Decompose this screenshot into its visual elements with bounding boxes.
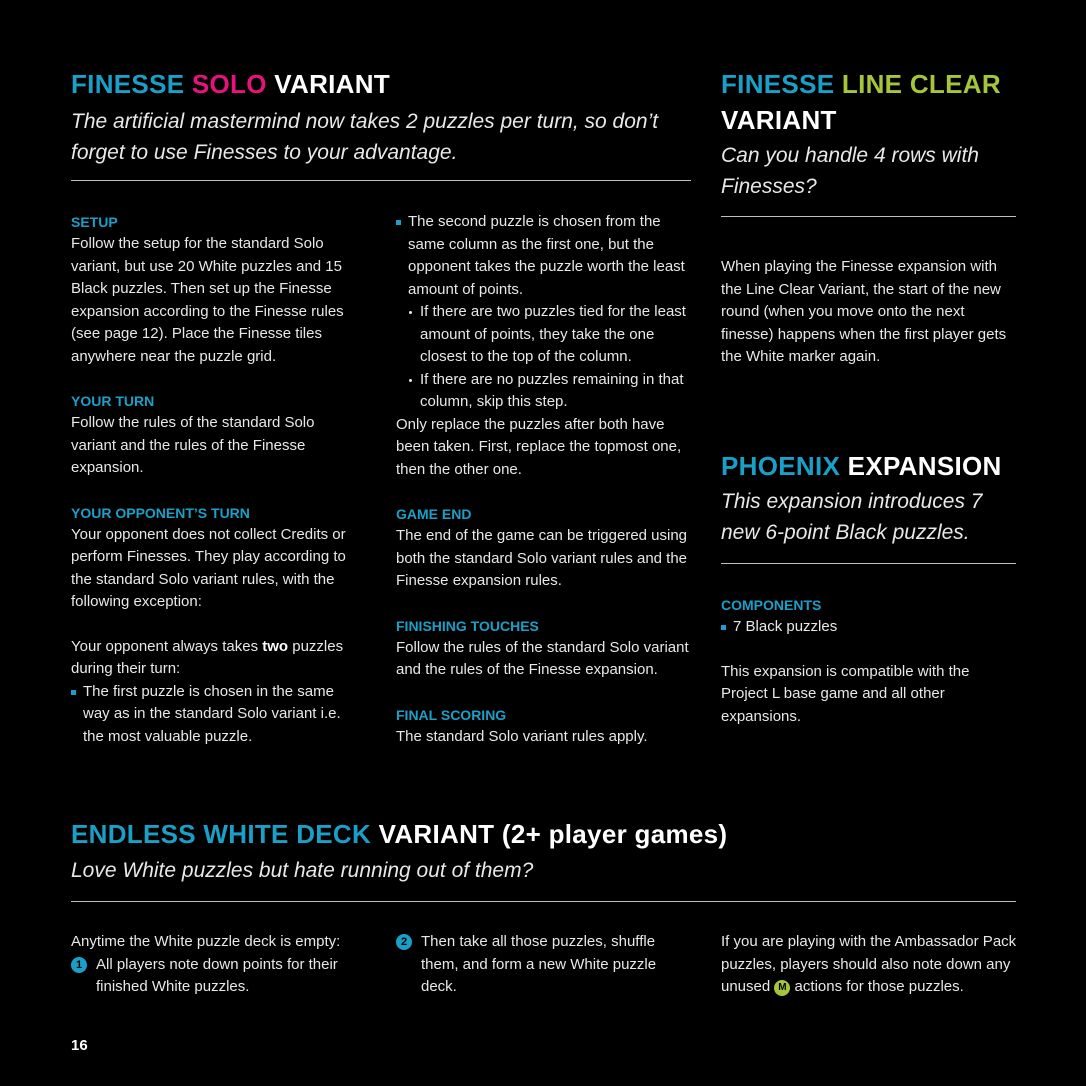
line-clear-section bbox=[721, 66, 1016, 202]
opponent-turn-text: Your opponent does not collect Credits or perform Finesses. They play according to the standard Solo variant rules, with the following exception: bbox=[71, 525, 346, 610]
opponent-takes-text: Your opponent always takes two puzzles during their turn: bbox=[71, 637, 344, 677]
endless-intro: Anytime the White puzzle deck is empty: bbox=[71, 933, 341, 950]
endless-column-middle bbox=[396, 931, 691, 999]
phoenix-text: This expansion is compatible with the Project L base game and all other expansions. bbox=[721, 662, 970, 725]
solo-column-right bbox=[396, 211, 692, 748]
opponent-bullet-first: The first puzzle is chosen in the same way as in the standard Solo variant i.e. the most valuable puzzle. bbox=[71, 681, 363, 749]
ambassador-text: If you are playing with the Ambassador Pack puzzles, players should also note down any unused M actions for those puzzles. bbox=[721, 933, 1017, 995]
solo-lead: The artificial mastermind now takes 2 puzzles per turn, so don’t forget to use Finesses to your advantage. bbox=[71, 110, 659, 164]
solo-divider bbox=[71, 180, 691, 181]
opponent-replace-text: Only replace the puzzles after both have been taken. First, replace the topmost one, then the other one. bbox=[396, 415, 682, 478]
opponent-turn-heading: YOUR OPPONENT’S TURN bbox=[71, 504, 250, 521]
endless-divider bbox=[71, 901, 1016, 902]
finishing-touches-heading: FINISHING TOUCHES bbox=[396, 617, 539, 634]
line-clear-title-finesse: FINESSE bbox=[721, 69, 835, 99]
final-scoring-text: The standard Solo variant rules apply. bbox=[396, 727, 648, 745]
opponent-takes-bold: two bbox=[262, 637, 289, 655]
phoenix-title-expansion: EXPANSION bbox=[847, 451, 1002, 481]
endless-title-colored: ENDLESS WHITE DECK bbox=[71, 819, 372, 849]
phoenix-section bbox=[721, 448, 1016, 548]
game-end-heading: GAME END bbox=[396, 506, 472, 522]
opponent-bullet-second: The second puzzle is chosen from the same column as the first one, but the opponent takes the puzzle worth the least amount of points. bbox=[396, 211, 692, 301]
component-black-puzzles: 7 Black puzzles bbox=[721, 616, 1016, 639]
opponent-subbullet-tied: If there are two puzzles tied for the least amount of points, they take the one closest to the top of the column. bbox=[408, 301, 692, 369]
setup-heading: SETUP bbox=[71, 214, 118, 230]
game-end-text: The end of the game can be triggered using both the standard Solo variant rules and the Finesse expansion rules. bbox=[396, 527, 688, 589]
phoenix-body bbox=[721, 594, 1016, 728]
your-turn-text: Follow the rules of the standard Solo variant and the rules of the Finesse expansion. bbox=[71, 414, 315, 476]
solo-section bbox=[71, 66, 691, 168]
setup-text: Follow the setup for the standard Solo variant, but use 20 White puzzles and 15 Black puzzles. Then set up the Finesse expansion according to the Finesse rules (see page 12). Place the Finesse tiles anywhere near the puzzle grid. bbox=[71, 235, 344, 365]
endless-step-2: 2 Then take all those puzzles, shuffle them, and form a new White puzzle deck. bbox=[396, 931, 691, 999]
step-2-number: 2 bbox=[396, 934, 412, 950]
solo-title bbox=[71, 66, 691, 102]
endless-column-left bbox=[71, 931, 363, 999]
endless-title bbox=[71, 816, 1016, 852]
page-number: 16 bbox=[71, 1037, 88, 1054]
phoenix-lead: This expansion introduces 7 new 6-point Black puzzles. bbox=[721, 490, 983, 544]
line-clear-title-lineclear: LINE CLEAR bbox=[841, 69, 1001, 99]
endless-column-right bbox=[721, 931, 1021, 999]
endless-step-1: 1 All players note down points for their finished White puzzles. bbox=[71, 954, 363, 999]
line-clear-title bbox=[721, 66, 1016, 138]
solo-title-variant: VARIANT bbox=[274, 69, 391, 99]
phoenix-divider bbox=[721, 563, 1016, 564]
endless-title-rest: VARIANT (2+ player games) bbox=[378, 819, 728, 849]
phoenix-title bbox=[721, 448, 1016, 484]
components-heading: COMPONENTS bbox=[721, 597, 822, 613]
finishing-touches-text: Follow the rules of the standard Solo variant and the rules of the Finesse expansion. bbox=[396, 638, 689, 678]
opponent-subbullet-empty: If there are no puzzles remaining in that column, skip this step. bbox=[408, 369, 692, 414]
line-clear-lead: Can you handle 4 rows with Finesses? bbox=[721, 144, 979, 198]
step-1-number: 1 bbox=[71, 957, 87, 973]
line-clear-divider bbox=[721, 216, 1016, 217]
endless-lead: Love White puzzles but hate running out of them? bbox=[71, 859, 534, 882]
solo-column-left bbox=[71, 211, 363, 748]
final-scoring-heading: FINAL SCORING bbox=[396, 706, 507, 723]
your-turn-heading: YOUR TURN bbox=[71, 393, 155, 409]
solo-title-solo: SOLO bbox=[191, 69, 267, 99]
m-action-icon: M bbox=[774, 980, 790, 996]
phoenix-title-phoenix: PHOENIX bbox=[721, 451, 841, 481]
line-clear-title-variant: VARIANT bbox=[721, 105, 837, 135]
endless-section bbox=[71, 816, 1016, 886]
line-clear-text: When playing the Finesse expansion with the Line Clear Variant, the start of the new round (when you move onto the next finesse) happens when the first player gets the White marker again. bbox=[721, 258, 1007, 365]
solo-title-finesse: FINESSE bbox=[71, 69, 185, 99]
